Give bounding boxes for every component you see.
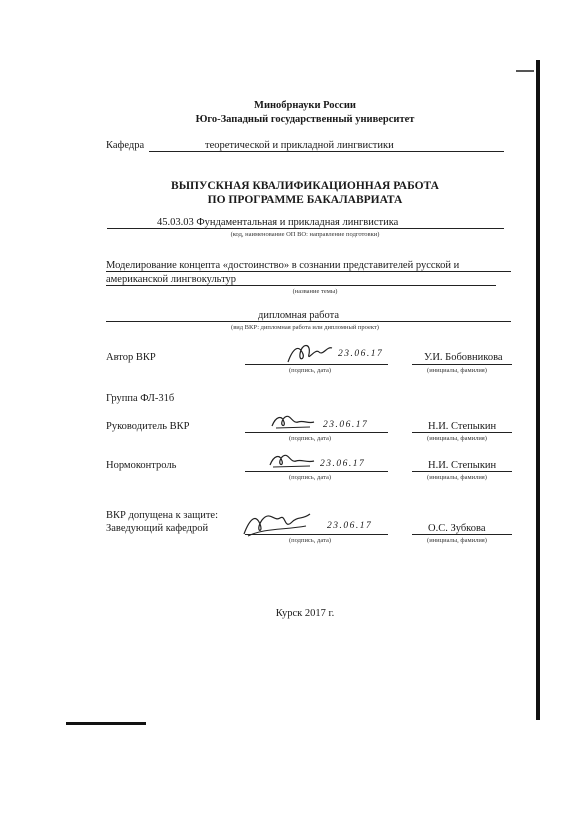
topic-line2: американской лингвокультур [106, 274, 237, 285]
normcontrol-signature [268, 451, 316, 471]
head-of-department-name: О.С. Зубкова [428, 523, 486, 534]
document-title-line2: ПО ПРОГРАММЕ БАКАЛАВРИАТА [207, 194, 403, 206]
scan-edge-right [536, 60, 540, 720]
program-value: 45.03.03 Фундаментальная и прикладная лингвистика [157, 217, 399, 228]
supervisor-name-underline [412, 432, 512, 433]
department-value: теоретической и прикладной лингвистики [205, 140, 394, 151]
author-sig-caption: (подпись, дата) [288, 367, 332, 374]
normcontrol-sig-caption: (подпись, дата) [288, 474, 332, 481]
admission-title: ВКР допущена к защите: [106, 510, 218, 521]
normcontrol-date: 23.06.17 [320, 459, 366, 469]
supervisor-date: 23.06.17 [323, 420, 369, 430]
normcontrol-label: Нормоконтроль [106, 460, 177, 471]
program-caption: (код, наименование ОП ВО: направление подготовки) [230, 231, 380, 238]
supervisor-label: Руководитель ВКР [106, 421, 190, 432]
department-underline [149, 151, 504, 152]
supervisor-name: Н.И. Степыкин [428, 421, 497, 432]
normcontrol-name-caption: (инициалы, фамилия) [427, 474, 487, 481]
normcontrol-sig-underline [245, 471, 388, 472]
supervisor-signature [270, 412, 316, 432]
work-type-value: дипломная работа [258, 310, 339, 321]
normcontrol-name: Н.И. Степыкин [428, 460, 497, 471]
author-name-caption: (инициалы, фамилия) [427, 367, 487, 374]
normcontrol-name-underline [412, 471, 512, 472]
author-date: 23.06.17 [338, 349, 384, 359]
scan-edge-bottom [66, 722, 146, 725]
author-name-underline [412, 364, 512, 365]
ministry-name: Минобрнауки России [254, 100, 356, 111]
work-type-underline [106, 321, 511, 322]
author-sig-underline [245, 364, 388, 365]
work-type-caption: (вид ВКР: дипломная работа или дипломный проект) [231, 324, 379, 331]
author-name: У.И. Бобовникова [424, 352, 503, 363]
city-year: Курск 2017 г. [275, 608, 335, 619]
document-title-line1: ВЫПУСКНАЯ КВАЛИФИКАЦИОННАЯ РАБОТА [171, 180, 439, 192]
topic-underline1 [106, 271, 511, 272]
department-label: Кафедра [106, 140, 145, 151]
head-of-department-label: Заведующий кафедрой [106, 523, 209, 534]
scan-mark-top [516, 70, 534, 72]
program-underline [107, 228, 504, 229]
head-of-department-date: 23.06.17 [327, 521, 373, 531]
author-label: Автор ВКР [106, 352, 156, 363]
topic-caption: (название темы) [292, 288, 338, 295]
university-name: Юго-Западный государственный университет [195, 114, 415, 125]
supervisor-sig-underline [245, 432, 388, 433]
group-label: Группа ФЛ-31б [106, 393, 175, 404]
head-of-department-name-caption: (инициалы, фамилия) [427, 537, 487, 544]
topic-line1: Моделирование концепта «достоинство» в сознании представителей русской и [106, 260, 460, 271]
topic-underline2 [106, 285, 496, 286]
supervisor-sig-caption: (подпись, дата) [288, 435, 332, 442]
head-of-department-name-underline [412, 534, 512, 535]
head-of-department-sig-caption: (подпись, дата) [288, 537, 332, 544]
supervisor-name-caption: (инициалы, фамилия) [427, 435, 487, 442]
head-of-department-sig-underline [245, 534, 388, 535]
